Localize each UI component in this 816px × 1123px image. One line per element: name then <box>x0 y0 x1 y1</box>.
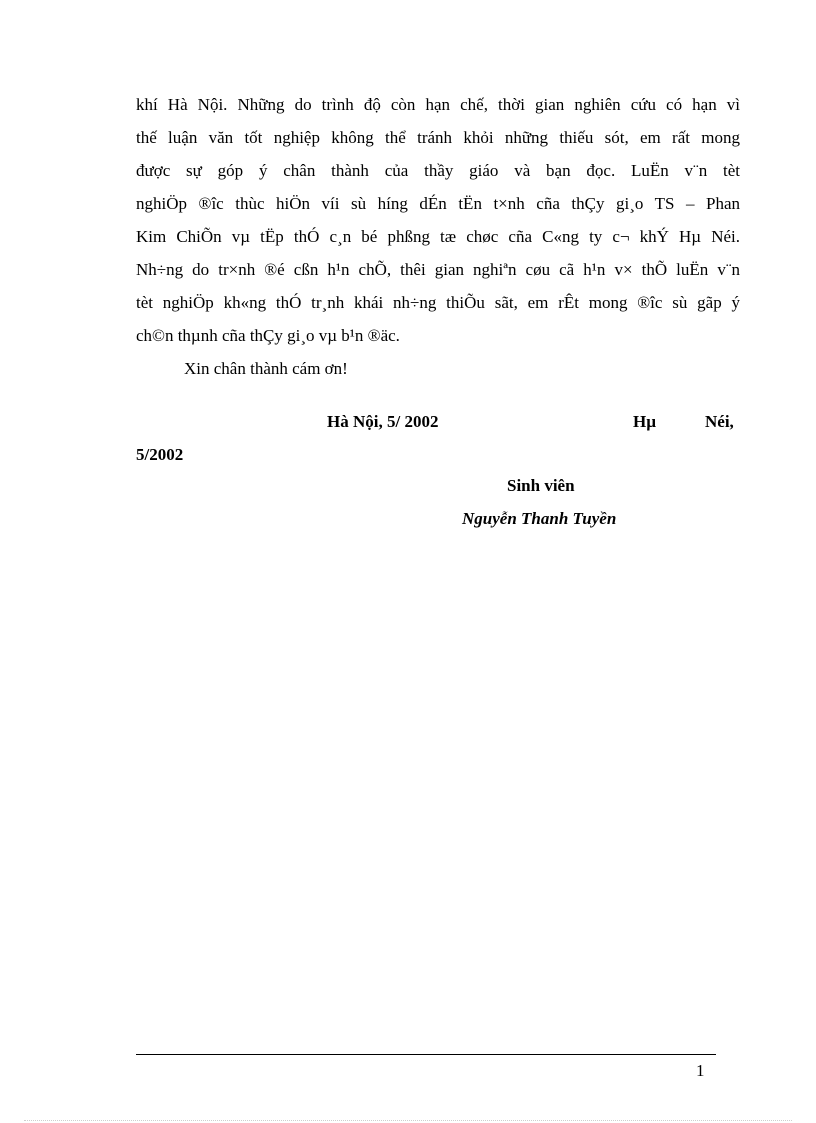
page-bottom-border <box>24 1120 792 1121</box>
body-line: Nh÷ng do tr×nh ®é cßn h¹n chÕ, thêi gian nghiªn cøu cã h¹n v× thÕ luËn v¨n <box>136 260 740 279</box>
date-right-word1: Hµ <box>633 412 657 431</box>
body-paragraph <box>136 88 740 352</box>
body-line: thế luận văn tốt nghiệp không thể tránh khỏi những thiếu sót, em rất mong <box>136 128 740 147</box>
body-line: khí Hà Nội. Những do trình độ còn hạn chế, thời gian nghiên cứu có hạn vì <box>136 95 740 114</box>
signature-name: Nguyễn Thanh Tuyền <box>462 509 617 528</box>
signature-title: Sinh viên <box>507 476 575 495</box>
date-right-word2: Néi, <box>705 412 734 431</box>
body-line: ch©n thµnh cña thÇy gi¸o vµ b¹n ®äc. <box>136 326 400 345</box>
body-line: được sự góp ý chân thành của thầy giáo và bạn đọc. LuËn v¨n tèt <box>136 161 740 180</box>
body-line: tèt nghiÖp kh«ng thÓ tr¸nh khái nh÷ng thiÕu sãt, em rÊt mong ®îc sù gãp ý <box>136 293 740 312</box>
date-wrap: 5/2002 <box>136 445 184 464</box>
footer-rule <box>136 1054 716 1055</box>
page-number: 1 <box>696 1061 705 1080</box>
body-line: nghiÖp ®îc thùc hiÖn víi sù híng dÉn tËn t×nh cña thÇy gi¸o TS – Phan <box>136 194 740 213</box>
closing-thanks: Xin chân thành cám ơn! <box>184 359 348 378</box>
date-left: Hà Nội, 5/ 2002 <box>327 412 439 431</box>
body-line: Kim ChiÕn vµ tËp thÓ c¸n bé phßng tæ chøc cña C«ng ty c¬ khÝ Hµ Néi. <box>136 227 740 246</box>
